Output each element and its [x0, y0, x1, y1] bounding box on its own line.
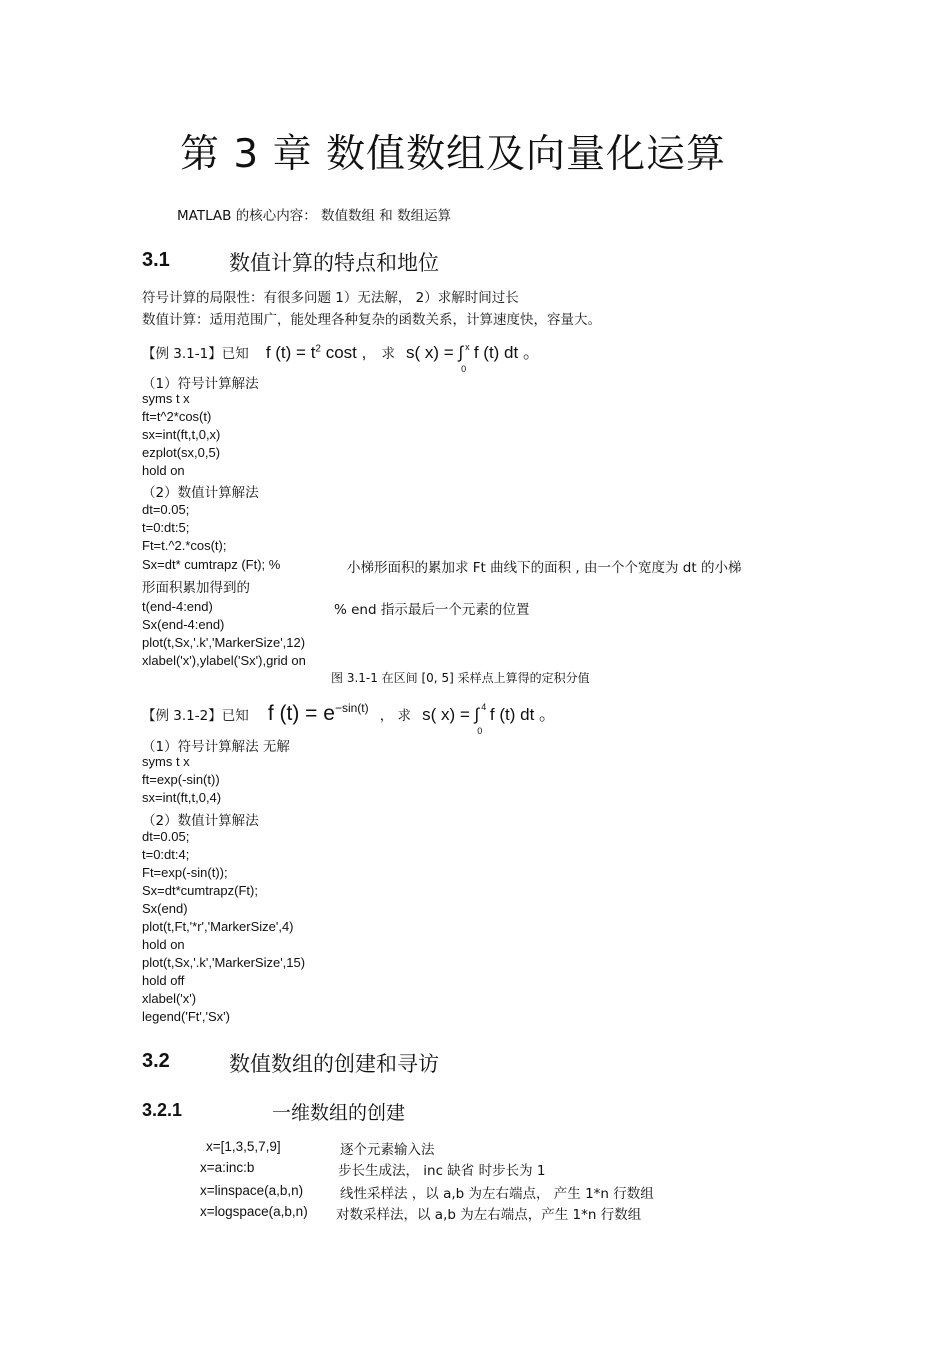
code-line: xlabel('x'),ylabel('Sx'),grid on — [142, 653, 306, 668]
code-block — [142, 390, 220, 480]
example-label: 【例 3.1-1】已知 — [142, 346, 249, 362]
formula-exponent: 2 — [315, 343, 321, 355]
ask-label: ， 求 — [379, 708, 412, 724]
code-line: plot(t,Sx,'.k','MarkerSize',15) — [142, 955, 306, 970]
formula-f — [268, 702, 369, 725]
method-desc: 逐个元素输入法 — [340, 1142, 435, 1158]
code-comment: % end 指示最后一个元素的位置 — [334, 602, 530, 618]
code-line: hold off — [142, 973, 185, 988]
formula-f-rest: cost , — [320, 343, 367, 362]
formula-s: s( x) = ∫ — [422, 705, 480, 724]
code-line: ft=exp(-sin(t)) — [142, 772, 220, 787]
subheading: （2）数值计算解法 — [142, 485, 259, 501]
code-line: hold on — [142, 463, 185, 478]
ask-label: 求 — [381, 346, 395, 362]
formula-f-text: f (t) = e — [267, 702, 335, 725]
code-line: Sx=dt*cumtrapz(Ft); — [142, 883, 258, 898]
code-line: Sx=dt* cumtrapz (Ft); % — [142, 557, 281, 572]
method-desc: 对数采样法，以 a,b 为左右端点，产生 1*n 行数组 — [336, 1207, 642, 1223]
section-number: 3.2 — [142, 1050, 170, 1072]
figure-caption: 图 3.1-1 在区间 [0, 5] 采样点上算得的定积分值 — [331, 671, 590, 685]
method-desc: 步长生成法， inc 缺省 时步长为 1 — [338, 1163, 546, 1179]
upper-limit: 4 — [481, 702, 487, 712]
method-code: x=a:inc:b — [200, 1160, 255, 1175]
method-desc: 线性采样法 ，以 a,b 为左右端点， 产生 1*n 行数组 — [340, 1186, 654, 1202]
section-number: 3.1 — [142, 249, 170, 271]
code-line: sx=int(ft,t,0,x) — [142, 427, 221, 442]
code-line: plot(t,Ft,'*r','MarkerSize',4) — [142, 919, 294, 934]
formula-exponent: −sin(t) — [334, 701, 369, 715]
code-comment: 形面积累加得到的 — [142, 580, 250, 596]
example-label: 【例 3.1-2】已知 — [142, 708, 249, 724]
formula-f — [266, 343, 367, 362]
code-line: dt=0.05; — [142, 502, 190, 517]
integrand: f (t) dt 。 — [485, 705, 557, 724]
code-line: Ft=exp(-sin(t)); — [142, 865, 228, 880]
code-line: ezplot(sx,0,5) — [142, 445, 221, 460]
example-3-1-2 — [142, 700, 557, 736]
code-comment: 小梯形面积的累加求 Ft 曲线下的面积 , 由一个个宽度为 dt 的小梯 — [347, 560, 742, 576]
chapter-title: 第 3 章 数值数组及向量化运算 — [180, 132, 727, 177]
code-line: t(end-4:end) — [142, 599, 213, 614]
code-block — [142, 753, 221, 807]
subsection-title: 一维数组的创建 — [272, 1102, 406, 1124]
code-line: ft=t^2*cos(t) — [142, 409, 212, 424]
subheading: （1）符号计算解法 无解 — [142, 739, 290, 755]
code-line: Sx(end) — [142, 901, 188, 916]
code-line: hold on — [142, 937, 185, 952]
code-line: syms t x — [142, 754, 190, 769]
subheading: （1）符号计算解法 — [142, 376, 259, 392]
formula-f-text: f (t) = t — [265, 343, 316, 362]
method-code: x=[1,3,5,7,9] — [206, 1139, 281, 1154]
code-line: xlabel('x') — [142, 991, 197, 1006]
method-code: x=linspace(a,b,n) — [200, 1183, 304, 1198]
code-block — [142, 828, 305, 1026]
formula-integral — [406, 342, 540, 374]
intro-line: MATLAB 的核心内容： 数值数组 和 数组运算 — [177, 208, 452, 224]
code-line: plot(t,Sx,'.k','MarkerSize',12) — [142, 635, 306, 650]
section-title: 数值数组的创建和寻访 — [229, 1052, 439, 1076]
paragraph: 数值计算：适用范围广，能处理各种复杂的函数关系，计算速度快，容量大。 — [142, 312, 601, 328]
lower-limit: 0 — [477, 726, 483, 736]
code-block — [142, 616, 306, 670]
code-line: dt=0.05; — [142, 829, 190, 844]
code-line: legend('Ft','Sx') — [142, 1009, 230, 1024]
example-3-1-1 — [142, 338, 540, 374]
method-code: x=logspace(a,b,n) — [200, 1204, 308, 1219]
subheading: （2）数值计算解法 — [142, 813, 259, 829]
formula-s: s( x) = ∫ — [406, 343, 464, 362]
lower-limit: 0 — [461, 364, 467, 374]
upper-limit: x — [465, 342, 470, 352]
formula-integral — [422, 702, 557, 736]
paragraph: 符号计算的局限性：有很多问题 1）无法解， 2）求解时间过长 — [142, 290, 519, 306]
code-line: sx=int(ft,t,0,4) — [142, 790, 222, 805]
code-line: Sx(end-4:end) — [142, 617, 225, 632]
integrand: f (t) dt 。 — [469, 343, 540, 362]
section-title: 数值计算的特点和地位 — [229, 251, 439, 275]
code-line: t=0:dt:5; — [142, 520, 190, 535]
subsection-number: 3.2.1 — [142, 1100, 183, 1120]
code-line: syms t x — [142, 391, 190, 406]
code-line: t=0:dt:4; — [142, 847, 190, 862]
code-line: Ft=t.^2.*cos(t); — [142, 538, 227, 553]
code-block — [142, 501, 226, 555]
